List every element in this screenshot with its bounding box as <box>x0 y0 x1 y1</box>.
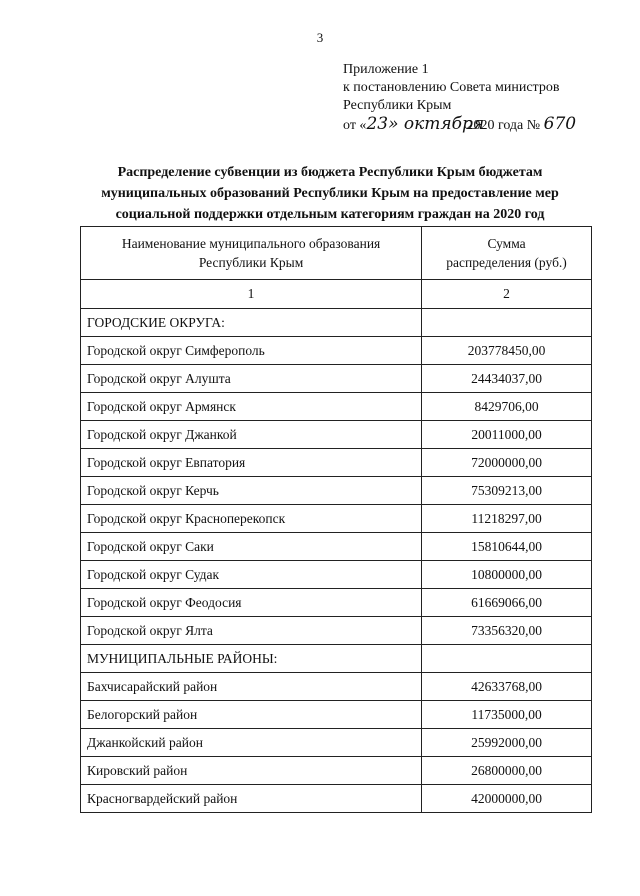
distribution-sum-cell: 42000000,00 <box>422 785 592 813</box>
header-name-cell <box>81 227 422 280</box>
table-row <box>81 477 592 505</box>
header-sum-line-1: Сумма <box>487 236 526 251</box>
table-row <box>81 337 592 365</box>
distribution-sum-cell: 72000000,00 <box>422 449 592 477</box>
municipality-name-cell: МУНИЦИПАЛЬНЫЕ РАЙОНЫ: <box>81 645 422 673</box>
distribution-table <box>80 226 592 813</box>
distribution-sum-cell: 203778450,00 <box>422 337 592 365</box>
distribution-sum-cell: 42633768,00 <box>422 673 592 701</box>
municipality-name-cell: Городской округ Симферополь <box>81 337 422 365</box>
table-row <box>81 393 592 421</box>
municipality-name-cell: Городской округ Судак <box>81 561 422 589</box>
distribution-sum-cell: 25992000,00 <box>422 729 592 757</box>
distribution-sum-cell: 26800000,00 <box>422 757 592 785</box>
appendix-block <box>343 61 584 135</box>
table-row <box>81 673 592 701</box>
table-row <box>81 365 592 393</box>
table-row <box>81 701 592 729</box>
table-row <box>81 617 592 645</box>
distribution-sum-cell: 8429706,00 <box>422 393 592 421</box>
municipality-name-cell: Белогорский район <box>81 701 422 729</box>
table-row <box>81 757 592 785</box>
appendix-line-3: Республики Крым <box>343 98 452 113</box>
municipality-name-cell: Городской округ Феодосия <box>81 589 422 617</box>
table-header-row <box>81 227 592 280</box>
distribution-sum-cell <box>422 309 592 337</box>
distribution-sum-cell: 24434037,00 <box>422 365 592 393</box>
table-row <box>81 505 592 533</box>
table-row <box>81 785 592 813</box>
table-row <box>81 421 592 449</box>
date-suffix: 2020 года № <box>466 118 541 133</box>
municipality-name-cell: Городской округ Евпатория <box>81 449 422 477</box>
distribution-sum-cell: 61669066,00 <box>422 589 592 617</box>
distribution-sum-cell: 11218297,00 <box>422 505 592 533</box>
table-row <box>81 533 592 561</box>
municipality-name-cell: Городской округ Красноперекопск <box>81 505 422 533</box>
column-number-1: 1 <box>81 280 422 309</box>
appendix-line-1: Приложение 1 <box>343 62 429 77</box>
distribution-sum-cell: 15810644,00 <box>422 533 592 561</box>
table-body <box>81 309 592 813</box>
distribution-sum-cell <box>422 645 592 673</box>
handwritten-number: 670 <box>543 114 577 134</box>
table-row <box>81 561 592 589</box>
header-sum-cell <box>422 227 592 280</box>
municipality-name-cell: Бахчисарайский район <box>81 673 422 701</box>
distribution-sum-cell: 11735000,00 <box>422 701 592 729</box>
date-prefix: от « <box>343 118 367 133</box>
municipality-name-cell: Городской округ Армянск <box>81 393 422 421</box>
municipality-name-cell: Городской округ Джанкой <box>81 421 422 449</box>
column-number-2: 2 <box>422 280 592 309</box>
title-line-2: муниципальных образований Республики Крым на предоставление мер <box>101 186 559 201</box>
distribution-sum-cell: 75309213,00 <box>422 477 592 505</box>
appendix-date-line <box>343 115 584 135</box>
distribution-sum-cell: 73356320,00 <box>422 617 592 645</box>
page-number: 3 <box>316 30 324 45</box>
municipality-name-cell: Городской округ Ялта <box>81 617 422 645</box>
appendix-line-2: к постановлению Совета министров <box>343 80 560 95</box>
header-name-line-1: Наименование муниципального образования <box>121 236 381 251</box>
distribution-sum-cell: 10800000,00 <box>422 561 592 589</box>
header-sum-line-2: распределения (руб.) <box>446 255 567 270</box>
handwritten-date: 23» октября <box>366 114 485 134</box>
title-line-3: социальной поддержки отдельным категориям граждан на 2020 год <box>115 207 545 222</box>
municipality-name-cell: Кировский район <box>81 757 422 785</box>
column-number-row <box>81 280 592 309</box>
municipality-name-cell: Красногвардейский район <box>81 785 422 813</box>
municipality-name-cell: Городской округ Керчь <box>81 477 422 505</box>
municipality-name-cell: Городской округ Алушта <box>81 365 422 393</box>
header-name-line-2: Республики Крым <box>198 255 304 270</box>
distribution-sum-cell: 20011000,00 <box>422 421 592 449</box>
municipality-name-cell: Городской округ Саки <box>81 533 422 561</box>
table-row <box>81 729 592 757</box>
municipality-name-cell: Джанкойский район <box>81 729 422 757</box>
title-line-1: Распределение субвенции из бюджета Республики Крым бюджетам <box>117 165 543 180</box>
municipality-name-cell: ГОРОДСКИЕ ОКРУГА: <box>81 309 422 337</box>
table-row <box>81 449 592 477</box>
table-row <box>81 309 592 337</box>
document-title <box>60 162 600 225</box>
table-row <box>81 645 592 673</box>
table-row <box>81 589 592 617</box>
